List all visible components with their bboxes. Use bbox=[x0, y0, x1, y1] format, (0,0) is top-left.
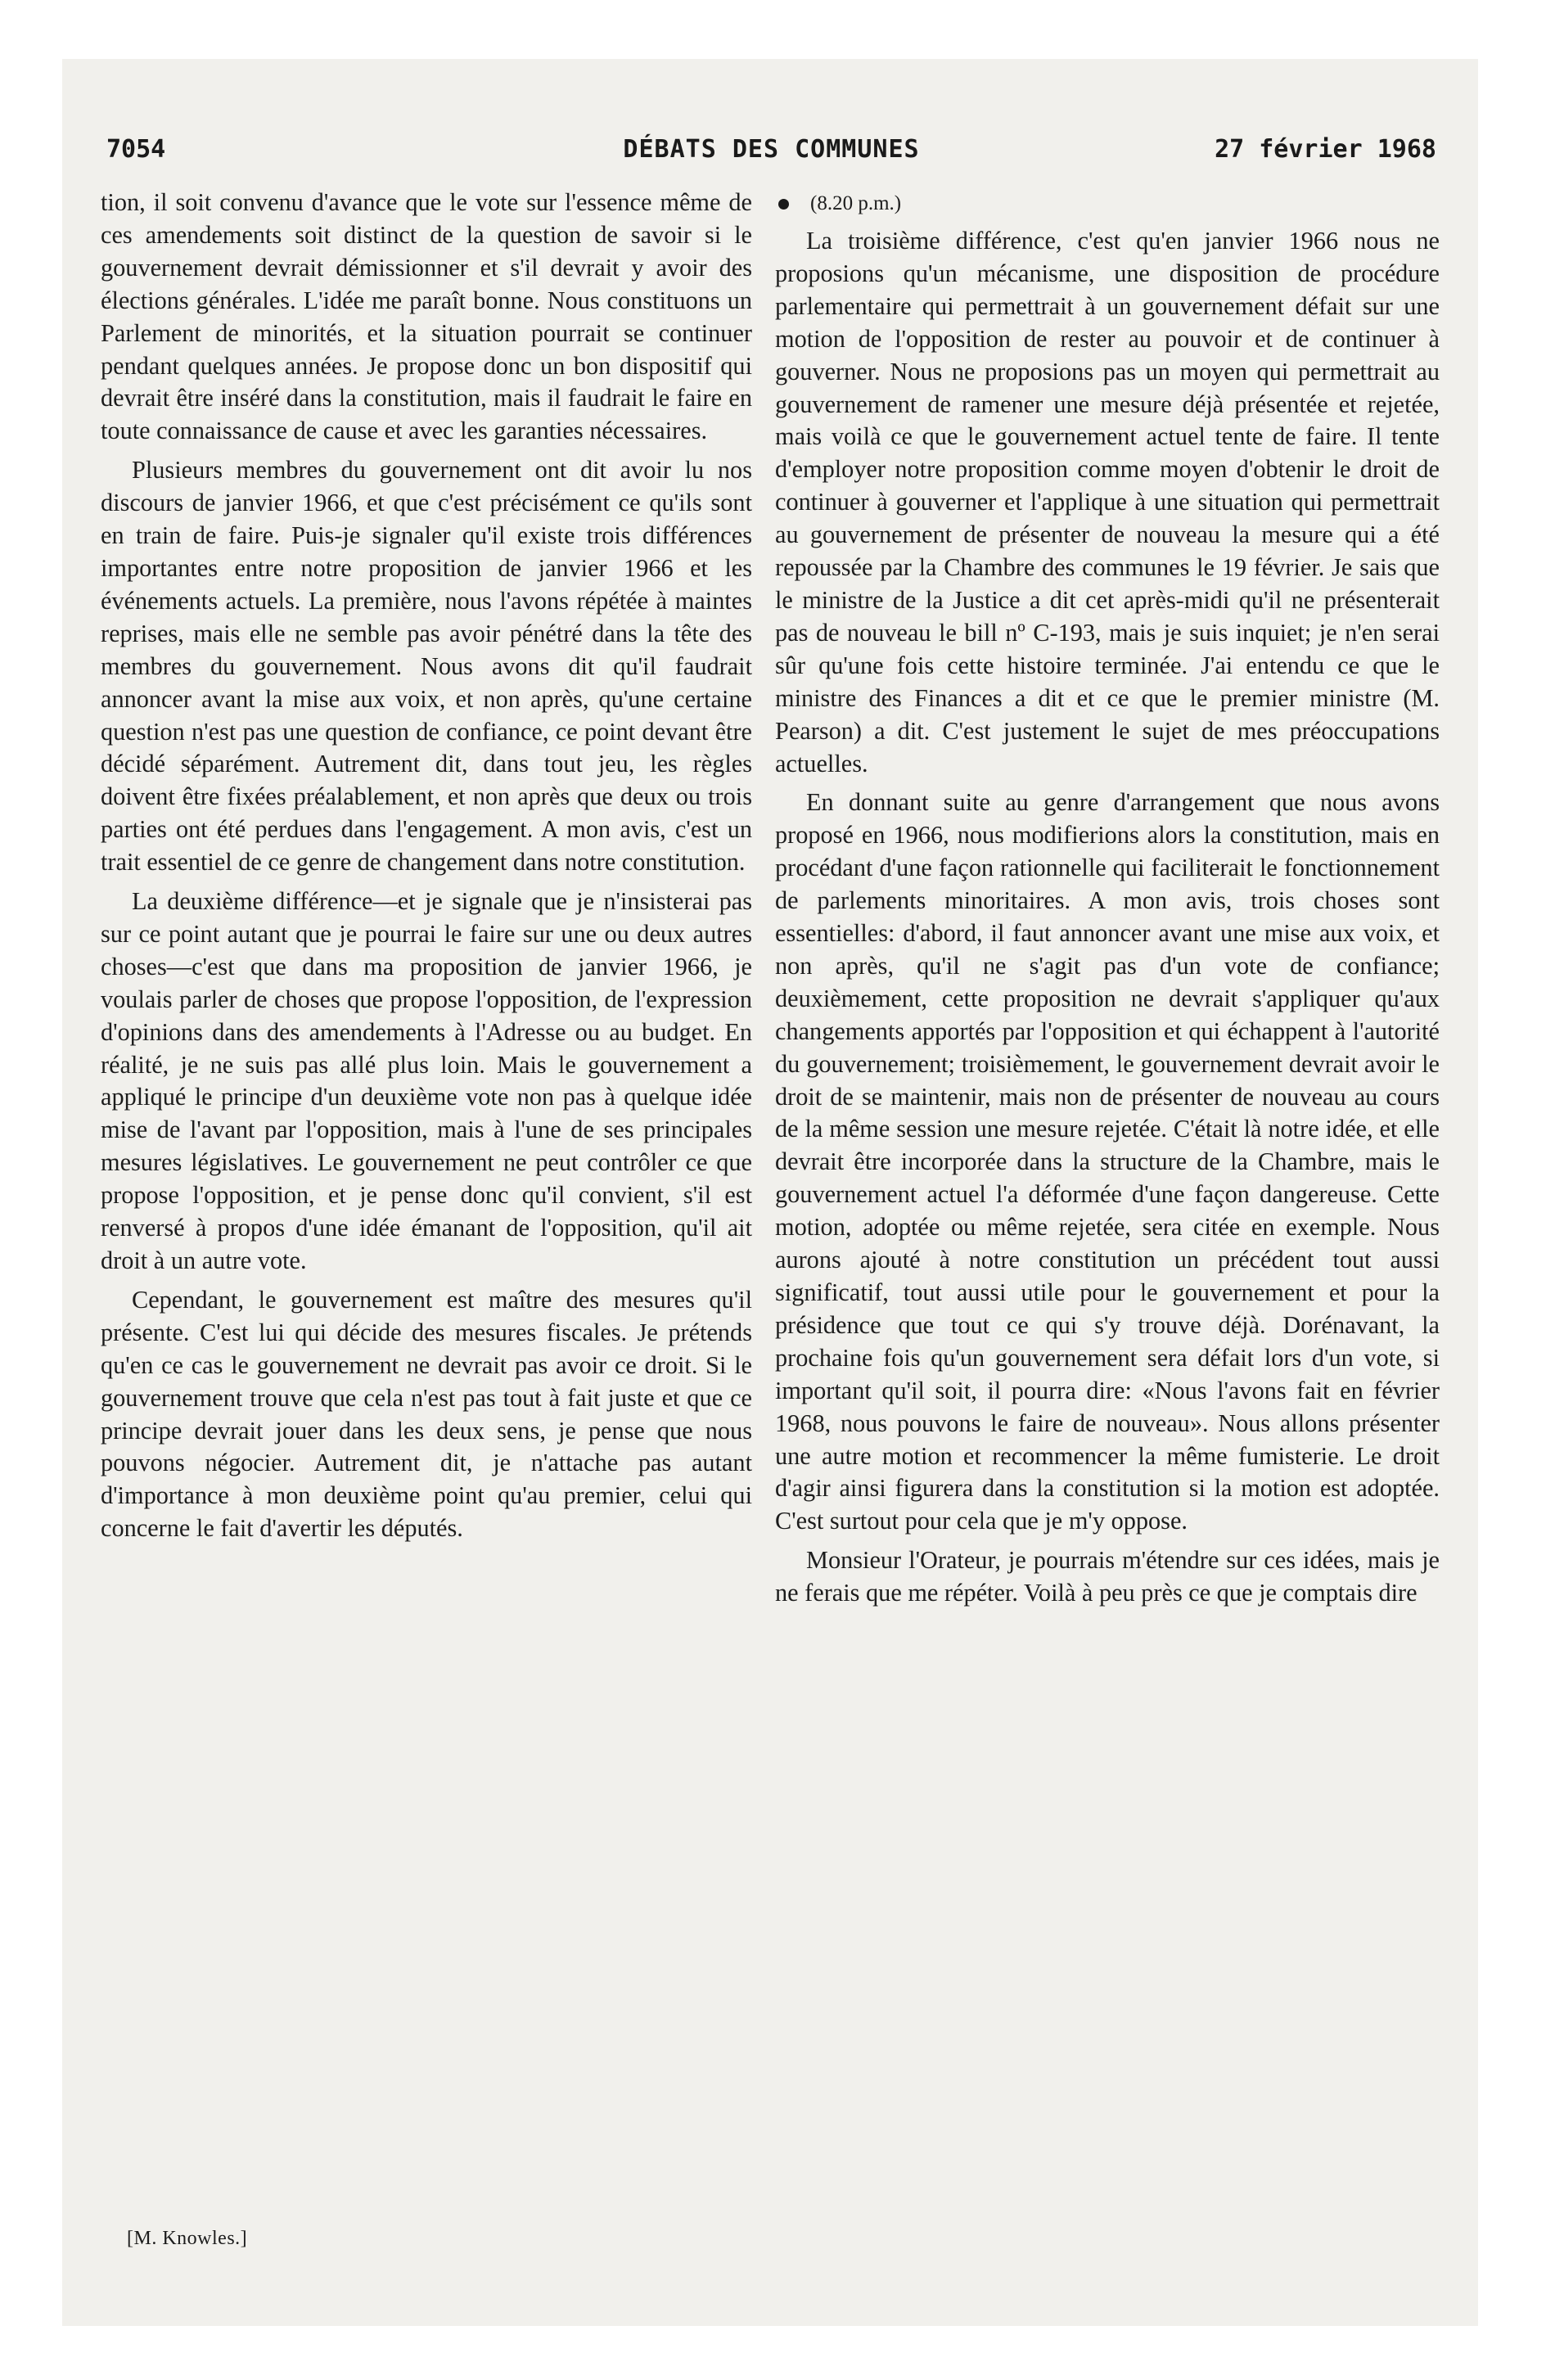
paragraph: La deuxième différence—et je signale que je n'insisterai pas sur ce point autant que je pourrai le faire sur une ou deux autres choses—c'est que dans ma proposition de janvier 1966, je voulais parler de choses que propose l'opposition, de l'expression d'opinions dans des amendements à l'Adresse ou au budget. En réalité, je ne suis pas allé plus loin. Mais le gouvernement a appliqué le principe d'un deuxième vote non pas à quelque idée mise de l'avant par l'opposition, mais à l'une de ses principales mesures législatives. Le gouvernement ne peut contrôler ce que propose l'opposition, et je pense donc qu'il convient, s'il est renversé à propos d'une idée émanant de l'opposition, qu'il ait droit à un autre vote. bbox=[101, 887, 752, 1274]
publication-title: DÉBATS DES COMMUNES bbox=[623, 135, 920, 164]
page-number: 7054 bbox=[106, 135, 166, 164]
page-header bbox=[106, 135, 1436, 176]
left-column bbox=[101, 187, 752, 1552]
paragraph: tion, il soit convenu d'avance que le vote sur l'essence même de ces amendements soit distinct de la question de savoir si le gouvernement devrait démissionner et s'il devrait y avoir des élections générales. L'idée me paraît bonne. Nous constituons un Parlement de minorités, et la situation pourrait se continuer pendant quelques années. Je propose donc un bon dispositif qui devrait être inséré dans la constitution, mais il faudrait le faire en toute connaissance de cause et avec les garanties nécessaires. bbox=[101, 188, 752, 445]
paragraph: Plusieurs membres du gouvernement ont dit avoir lu nos discours de janvier 1966, et que c'est précisément ce qu'ils sont en train de faire. Puis-je signaler qu'il existe trois différences importantes entre notre proposition de janvier 1966 et les événements actuels. La première, nous l'avons répétée à maintes reprises, mais elle ne semble pas avoir pénétré dans la tête des membres du gouvernement. Nous avons dit qu'il faudrait annoncer avant la mise aux voix, et non après, qu'une certaine question n'est pas une question de confiance, ce point devant être décidé séparément. Autrement dit, dans tout jeu, les règles doivent être fixées préalablement, et non après que deux ou trois parties ont été perdues dans l'engagement. A mon avis, c'est un trait essentiel de ce genre de changement dans notre constitution. bbox=[101, 456, 752, 877]
paragraph: Cependant, le gouvernement est maître des mesures qu'il présente. C'est lui qui décide des mesures fiscales. Je prétends qu'en ce cas le gouvernement ne devrait pas avoir ce droit. Si le gouvernement trouve que cela n'est pas tout à fait juste et que ce principe devrait jouer dans les deux sens, je pense que nous pouvons négocier. Autrement dit, je n'attache pas autant d'importance à mon deuxième point qu'au premier, celui qui concerne le fait d'avertir les députés. bbox=[101, 1285, 752, 1543]
time-stamp-line bbox=[775, 187, 1440, 221]
paragraph: Monsieur l'Orateur, je pourrais m'étendre sur ces idées, mais je ne ferais que me répéter. Voilà à peu près ce que je comptais dire bbox=[775, 1546, 1440, 1607]
paragraph: La troisième différence, c'est qu'en janvier 1966 nous ne proposions qu'un mécanisme, une disposition de procédure parlementaire qui permettrait à un gouvernement défait sur une motion de l'opposition de rester au pouvoir et de continuer à gouverner. Nous ne proposions pas un moyen qui permettrait au gouvernement de ramener une mesure déjà présentée et rejetée, mais voilà ce que le gouvernement actuel tente de faire. Il tente d'employer notre proposition comme moyen d'obtenir le droit de continuer à gouverner et l'applique à une situation qui permettrait au gouvernement de présenter de nouveau la mesure qui a été repoussée par la Chambre des communes le 19 février. Je sais que le ministre de la Justice a dit cet après-midi qu'il ne présenterait pas de nouveau le bill nº C-193, mais je suis inquiet; je n'en serai sûr qu'une fois cette histoire terminée. J'ai entendu ce que le ministre des Finances a dit et ce que le premier ministre (M. Pearson) a dit. C'est justement le sujet de mes préoccupations actuelles. bbox=[775, 227, 1440, 778]
paragraph: En donnant suite au genre d'arrangement que nous avons proposé en 1966, nous modifierions alors la constitution, mais en procédant d'une façon rationnelle qui faciliterait le fonctionnement de parlements minoritaires. A mon avis, trois choses sont essentielles: d'abord, il faut annoncer avant une mise aux voix, et non après, qu'il ne s'agit pas d'un vote de confiance; deuxièmement, cette proposition ne devrait s'appliquer qu'aux changements apportés par l'opposition et qui échappent à l'autorité du gouvernement; troisièmement, le gouvernement devrait avoir le droit de se maintenir, mais non de présenter de nouveau au cours de la même session une mesure rejetée. C'était là notre idée, et elle devrait être incorporée dans la structure de la Chambre, mais le gouvernement actuel l'a déformée d'une façon dangereuse. Cette motion, adoptée ou même rejetée, sera citée en exemple. Nous aurons ajouté à notre constitution un précédent tout aussi significatif, tout aussi utile pour le gouvernement et pour la présidence que tout ce qui s'y trouve déjà. Dorénavant, la prochaine fois qu'un gouvernement sera défait lors d'un vote, si important qu'il soit, il pourra dire: «Nous l'avons fait en février 1968, nous pouvons le faire de nouveau». Nous allons présenter une autre motion et recommencer la même fumisterie. Le droit d'agir ainsi figurera dans la constitution si la motion est adoptée. C'est surtout pour cela que je m'y oppose. bbox=[775, 788, 1440, 1535]
speaker-attribution: [M. Knowles.] bbox=[127, 2228, 248, 2249]
right-column bbox=[775, 187, 1440, 1616]
time-stamp: (8.20 p.m.) bbox=[810, 192, 902, 214]
bullet-icon bbox=[778, 199, 789, 210]
page-date: 27 février 1968 bbox=[1215, 135, 1436, 164]
